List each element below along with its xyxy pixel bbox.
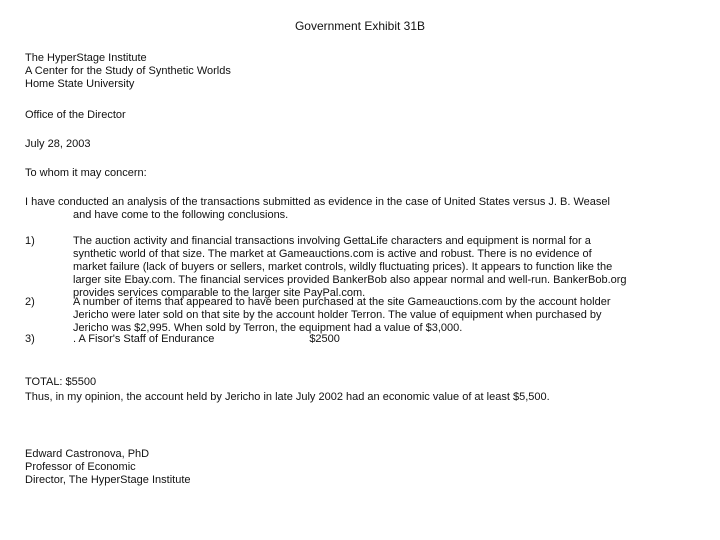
letterhead-subtitle: A Center for the Study of Synthetic Worlds (25, 65, 231, 77)
letterhead-university: Home State University (25, 78, 135, 90)
item-line: Jericho was $2,995. When sold by Terron, the equipment had a value of $3,000. (73, 322, 463, 334)
item-number: 2) (25, 296, 35, 308)
item-line: A number of items that appeared to have been purchased at the site Gameauctions.com by the account holder (73, 296, 611, 308)
item-line: provides services comparable to the larger site PayPal.com. (73, 287, 366, 299)
signature-name: Edward Castronova, PhD (25, 448, 150, 460)
list-item (73, 235, 703, 300)
total-line: TOTAL: $5500 (25, 376, 97, 388)
office-line: Office of the Director (25, 109, 126, 121)
letterhead-institute: The HyperStage Institute (25, 52, 147, 64)
item-number: 3) (25, 333, 35, 345)
intro-paragraph (25, 196, 610, 222)
letterhead (25, 52, 231, 91)
intro-line: I have conducted an analysis of the transactions submitted as evidence in the case of United States versus J. B. Weasel (25, 196, 610, 208)
list-item (73, 333, 703, 346)
item-number: 1) (25, 235, 35, 247)
conclusion-line: Thus, in my opinion, the account held by Jericho in late July 2002 had an economic value of at least $5,500. (25, 391, 550, 403)
item-line: market failure (lack of buyers or sellers, market controls, wildly fluctuating prices). It appears to function like the (73, 261, 613, 273)
item-line: The auction activity and financial transactions involving GettaLife characters and equipment is normal for a (73, 235, 591, 247)
item-text: . A Fisor's Staff of Endurance (73, 333, 215, 345)
salutation: To whom it may concern: (25, 167, 147, 179)
item-amount: $2500 (309, 333, 340, 345)
letter-date: July 28, 2003 (25, 138, 91, 150)
intro-line: and have come to the following conclusions. (73, 209, 289, 221)
exhibit-title: Government Exhibit 31B (294, 19, 426, 33)
signature-title: Professor of Economic (25, 461, 136, 473)
signature-role: Director, The HyperStage Institute (25, 474, 191, 486)
list-item (73, 296, 703, 335)
item-line: larger site Ebay.com. The financial services provided BankerBob also appear normal and well-run. BankerBob.org (73, 274, 627, 286)
signature-block (25, 448, 191, 487)
item-line: Jericho were later sold on that site by the account holder Terron. The value of equipment when purchased by (73, 309, 602, 321)
item-line: synthetic world of that size. The market at Gameauctions.com is active and robust. There is no evidence of (73, 248, 592, 260)
